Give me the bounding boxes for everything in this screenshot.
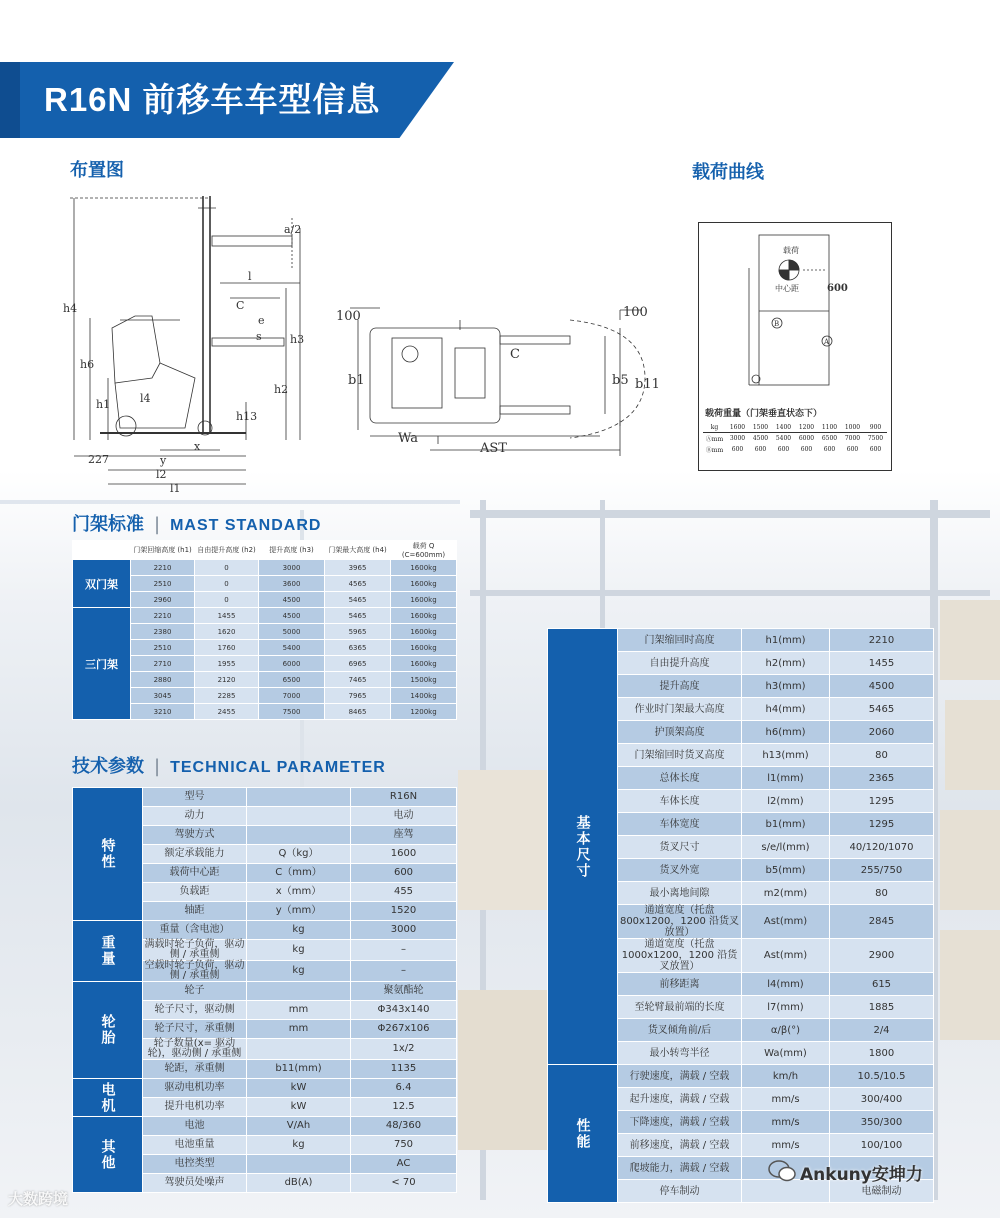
load-cell: 5400 [775,435,792,442]
watermark-right: Ankuny安坤力 [800,1165,923,1185]
right-cell: l2(mm) [742,790,830,813]
tech-group-1: 重量 [73,921,143,982]
load-row [703,423,887,433]
tech-cell: Φ267x106 [351,1020,457,1039]
load-table [703,423,887,455]
mast-header: 载荷 Q (C=600mm) [391,541,457,560]
right-cell: b5(mm) [742,859,830,882]
right-cell: Wa(mm) [742,1042,830,1065]
load-cell: Ⓑmm [705,447,724,454]
label-x: x [194,440,201,453]
tech-cell: kg [247,940,351,961]
mast-cell: 4500 [259,592,325,608]
tech-cell: 动力 [143,807,247,826]
tech-cell: 电池重量 [143,1136,247,1155]
mast-cell: 7500 [259,704,325,720]
mast-header: 自由提升高度 (h2) [195,541,259,560]
right-cell: 1800 [830,1042,934,1065]
right-cell: mm/s [742,1111,830,1134]
tech-cell: 满载时轮子负荷，驱动侧 / 承重侧 [144,939,245,960]
tech-cell: 驱动电机功率 [143,1079,247,1098]
load-cell: kg [703,423,726,433]
label-y: y [160,454,167,467]
load-row [703,433,887,445]
load-cell: 4500 [752,435,769,442]
mast-cell: 1600kg [391,560,457,576]
load-row [703,444,887,455]
mast-cell: 3965 [325,560,391,576]
mast-cell: 1500kg [391,672,457,688]
label-s: s [256,330,262,343]
mast-cell: 6500 [259,672,325,688]
right-cell: km/h [742,1065,830,1088]
tech-cell: 1520 [351,902,457,921]
right-cell: mm/s [742,1088,830,1111]
right-cell: 车体长度 [618,790,742,813]
tech-cell: V/Ah [247,1117,351,1136]
right-cell: h3(mm) [742,675,830,698]
load-cell: 6500 [821,435,838,442]
right-cell: 行驶速度，满载 / 空载 [618,1065,742,1088]
watermark-left: 大数跨境 [8,1190,69,1208]
mast-row [73,704,457,720]
tech-cell: b11(mm) [247,1060,351,1079]
tech-cell: – [351,940,457,961]
mast-cell: 1600kg [391,640,457,656]
load-cell: 1600 [726,423,749,433]
load-curve-title: 载荷曲线 [692,162,764,183]
tech-row [73,1079,457,1098]
label-h2: h2 [274,383,289,396]
right-cell: 停车制动 [618,1180,742,1203]
mast-cell: 1600kg [391,592,457,608]
right-group-1: 性能 [548,1065,618,1203]
right-cell: 350/300 [830,1111,934,1134]
mast-cell: 6365 [325,640,391,656]
load-cell: 7500 [867,435,884,442]
mast-section-title: 门架标准 | MAST STANDARD [72,514,322,535]
tech-cell: 轮子 [143,982,247,1001]
mast-cell: 2710 [131,656,195,672]
right-cell: l4(mm) [742,973,830,996]
load-box-top: 载荷 [783,246,799,255]
mast-header: 门架最大高度 (h4) [325,541,391,560]
right-cell: 4500 [830,675,934,698]
right-cell: 起升速度，满载 / 空载 [618,1088,742,1111]
mast-header: 门架回缩高度 (h1) [131,541,195,560]
right-cell: 前移距离 [618,973,742,996]
right-cell: l7(mm) [742,996,830,1019]
right-cell: 2845 [830,905,934,939]
right-cell: 自由提升高度 [618,652,742,675]
tech-group-3: 电机 [73,1079,143,1117]
tech-cell: AC [351,1155,457,1174]
mast-cell: 5465 [325,592,391,608]
mast-cell: 3210 [131,704,195,720]
right-cell: 车体宽度 [618,813,742,836]
mast-row [73,656,457,672]
load-cell: 1200 [795,423,818,433]
right-cell: 10.5/10.5 [830,1065,934,1088]
mast-title-en: MAST STANDARD [170,517,322,534]
mast-group-1: 三门架 [73,608,131,720]
right-cell: 通道宽度（托盘 1000x1200，1200 沿货叉放置） [618,939,742,973]
mast-cell: 2880 [131,672,195,688]
right-cell: 前移速度，满载 / 空载 [618,1134,742,1157]
mast-cell: 2380 [131,624,195,640]
load-cell: 600 [869,446,882,453]
mark-a: A [824,338,830,346]
right-cell: 5465 [830,698,934,721]
tech-cell: R16N [351,788,457,807]
mast-cell: 1600kg [391,576,457,592]
label-h1: h1 [96,398,111,411]
right-cell: 护顶架高度 [618,721,742,744]
tech-cell: y（mm） [247,902,351,921]
mast-cell: 5400 [259,640,325,656]
tech-cell: 座驾 [351,826,457,845]
tech-cell [247,807,351,826]
tech-title-en: TECHNICAL PARAMETER [170,759,386,776]
tech-group-2: 轮胎 [73,982,143,1079]
right-cell: 爬坡能力，满载 / 空载 [618,1157,742,1180]
right-row [548,629,934,652]
right-cell: l1(mm) [742,767,830,790]
mast-cell: 3600 [259,576,325,592]
right-cell: 615 [830,973,934,996]
tech-cell: Φ343x140 [351,1001,457,1020]
tech-cell: 电池 [143,1117,247,1136]
load-cell: Ⓐmm [705,436,724,443]
load-cell: 7000 [844,435,861,442]
tech-cell: kW [247,1098,351,1117]
load-cell: 600 [731,446,744,453]
tech-cell: x（mm） [247,883,351,902]
tech-cell: mm [247,1001,351,1020]
load-caption: 载荷重量（门架垂直状态下） [705,409,823,419]
mast-group-0: 双门架 [73,560,131,608]
right-cell: m2(mm) [742,882,830,905]
mast-cell: 7000 [259,688,325,704]
tech-cell: 轴距 [143,902,247,921]
mast-cell: 6000 [259,656,325,672]
label-wa: Wa [398,431,418,446]
right-cell: 门架缩回时高度 [618,629,742,652]
label-100-right: 100 [623,305,648,320]
load-cell: 600 [846,446,859,453]
mast-cell: 1600kg [391,624,457,640]
right-cell: h4(mm) [742,698,830,721]
load-cell: 600 [823,446,836,453]
tech-row [73,1117,457,1136]
right-cell: α/β(°) [742,1019,830,1042]
mast-cell: 3045 [131,688,195,704]
mast-row [73,688,457,704]
tech-cell: – [351,961,457,982]
page-title: R16N 前移车车型信息 [44,81,381,118]
mast-cell: 1400kg [391,688,457,704]
load-curve-box [698,222,892,471]
right-cell: 2210 [830,629,934,652]
mast-cell: 7965 [325,688,391,704]
tech-cell: 48/360 [351,1117,457,1136]
tech-cell [247,826,351,845]
right-cell: b1(mm) [742,813,830,836]
mast-cell: 0 [195,576,259,592]
tech-cell [247,982,351,1001]
tech-cell: 电控类型 [143,1155,247,1174]
tech-title-zh: 技术参数 [72,756,144,777]
load-cell: 1400 [772,423,795,433]
right-cell: 门架缩回时货叉高度 [618,744,742,767]
mast-cell: 2510 [131,576,195,592]
mast-table [72,540,457,720]
mast-cell: 2510 [131,640,195,656]
tech-section-title: 技术参数 | TECHNICAL PARAMETER [72,756,386,777]
right-cell: 总体长度 [618,767,742,790]
right-group-0: 基本尺寸 [548,629,618,1065]
right-cell: h2(mm) [742,652,830,675]
mast-cell: 5000 [259,624,325,640]
mark-b: B [774,320,780,328]
label-l: l [248,270,252,283]
tech-table [72,787,457,1193]
tech-cell [247,788,351,807]
tech-cell: < 70 [351,1174,457,1193]
mast-cell: 2960 [131,592,195,608]
label-b1: b1 [348,373,365,388]
right-cell: 提升高度 [618,675,742,698]
tech-cell: 3000 [351,921,457,940]
mast-row [73,640,457,656]
tech-cell [247,1155,351,1174]
load-cell: 600 [800,446,813,453]
mast-row [73,592,457,608]
tech-cell: dB(A) [247,1174,351,1193]
right-cell: 2365 [830,767,934,790]
right-cell: 2060 [830,721,934,744]
mast-cell: 2455 [195,704,259,720]
tech-cell: 聚氨酯轮 [351,982,457,1001]
tech-cell: 455 [351,883,457,902]
tech-cell: 600 [351,864,457,883]
load-cell: 3000 [729,435,746,442]
tech-cell: 轮距，承重侧 [143,1060,247,1079]
label-e: e [258,314,265,327]
load-cell: 1000 [841,423,864,433]
right-cell: 80 [830,744,934,767]
tech-cell: 轮子尺寸，承重侧 [143,1020,247,1039]
label-227: 227 [88,453,109,466]
mast-cell: 4565 [325,576,391,592]
tech-cell: kg [247,921,351,940]
tech-cell: kW [247,1079,351,1098]
mast-title-zh: 门架标准 [72,514,144,535]
right-cell: h13(mm) [742,744,830,767]
spec-table [547,628,934,1203]
load-cell: 600 [754,446,767,453]
right-cell: 1295 [830,790,934,813]
mast-cell: 0 [195,592,259,608]
label-c: C [236,299,245,312]
right-cell: 80 [830,882,934,905]
tech-cell: 驾驶员处噪声 [143,1174,247,1193]
tech-cell: 6.4 [351,1079,457,1098]
right-cell: Ast(mm) [742,905,830,939]
right-cell: 1455 [830,652,934,675]
label-h3: h3 [290,333,305,346]
tech-row [73,982,457,1001]
right-cell: h1(mm) [742,629,830,652]
right-cell: 作业时门架最大高度 [618,698,742,721]
mast-cell: 1600kg [391,656,457,672]
mast-cell: 4500 [259,608,325,624]
mast-cell: 7465 [325,672,391,688]
mast-row [73,560,457,576]
mast-cell: 2285 [195,688,259,704]
tech-cell [247,1039,351,1060]
mast-cell: 1200kg [391,704,457,720]
mast-cell: 1455 [195,608,259,624]
load-cell: 900 [864,423,887,433]
wechat-icon [768,1158,796,1184]
mast-row [73,608,457,624]
right-row [548,1065,934,1088]
tech-cell: 载荷中心距 [143,864,247,883]
load-cell: 600 [777,446,790,453]
mast-row [73,576,457,592]
tech-cell: 电动 [351,807,457,826]
tech-cell: 负载距 [143,883,247,902]
right-cell: Ast(mm) [742,939,830,973]
load-center-value: 600 [827,283,848,294]
label-l4: l4 [140,392,151,405]
mast-cell: 8465 [325,704,391,720]
tech-cell: 驾驶方式 [143,826,247,845]
label-l2: l2 [156,468,167,481]
mast-cell: 0 [195,560,259,576]
right-cell: 货叉尺寸 [618,836,742,859]
load-cell: 6000 [798,435,815,442]
load-box-center: 中心距 [775,284,799,293]
tech-cell: 1x/2 [351,1039,457,1060]
mast-row [73,672,457,688]
tech-cell: 轮子数量(x= 驱动轮)，驱动侧 / 承重侧 [143,1039,247,1060]
mast-cell: 3000 [259,560,325,576]
right-cell: 下降速度，满载 / 空载 [618,1111,742,1134]
right-cell: 至轮臂最前端的长度 [618,996,742,1019]
tech-cell: 空载时轮子负荷，驱动侧 / 承重侧 [144,960,245,981]
label-ast: AST [480,441,507,456]
tech-row [73,788,457,807]
mast-row [73,624,457,640]
mast-cell: 2210 [131,608,195,624]
tech-cell: 重量（含电池） [143,921,247,940]
mast-cell: 6965 [325,656,391,672]
label-a2: a/2 [284,223,302,236]
tech-group-0: 特性 [73,788,143,921]
mast-cell: 5465 [325,608,391,624]
right-cell: 货叉外宽 [618,859,742,882]
label-100-left: 100 [336,309,361,324]
tech-cell: C（mm） [247,864,351,883]
tech-cell: 型号 [143,788,247,807]
right-cell: h6(mm) [742,721,830,744]
right-cell: 2/4 [830,1019,934,1042]
tech-cell: 750 [351,1136,457,1155]
layout-title: 布置图 [70,160,124,181]
right-cell: 2900 [830,939,934,973]
tech-cell: 轮子尺寸，驱动侧 [143,1001,247,1020]
tech-cell: 12.5 [351,1098,457,1117]
mast-cell: 1955 [195,656,259,672]
right-cell: 40/120/1070 [830,836,934,859]
label-l1: l1 [170,482,181,495]
load-cell: 1500 [749,423,772,433]
right-cell: 最小离地间隙 [618,882,742,905]
tech-cell: 提升电机功率 [143,1098,247,1117]
right-cell: 最小转弯半径 [618,1042,742,1065]
right-cell: 1885 [830,996,934,1019]
right-cell: mm/s [742,1134,830,1157]
right-cell: s/e/l(mm) [742,836,830,859]
label-c2: C [510,347,520,362]
label-h4: h4 [63,302,78,315]
mast-cell: 2210 [131,560,195,576]
tech-cell: 1600 [351,845,457,864]
mast-cell: 1600kg [391,608,457,624]
tech-cell: 额定承载能力 [143,845,247,864]
label-h6: h6 [80,358,95,371]
right-cell: 货叉倾角前/后 [618,1019,742,1042]
load-cell: 1100 [818,423,841,433]
tech-row [73,921,457,940]
mast-cell: 5965 [325,624,391,640]
right-cell: 电磁制动 [830,1180,934,1203]
tech-cell: Q（kg） [247,845,351,864]
mast-cell: 1760 [195,640,259,656]
mast-cell: 1620 [195,624,259,640]
right-cell: 300/400 [830,1088,934,1111]
right-cell: 100/100 [830,1134,934,1157]
mast-header: 提升高度 (h3) [259,541,325,560]
label-b5: b5 [612,373,629,388]
right-cell: 1295 [830,813,934,836]
right-cell: 通道宽度（托盘 800x1200，1200 沿货叉放置） [618,905,742,939]
layout-drawing [60,188,680,498]
mast-head-blank [73,541,131,560]
tech-cell: kg [247,1136,351,1155]
tech-cell: kg [247,961,351,982]
right-cell: 255/750 [830,859,934,882]
label-b11: b11 [635,377,660,392]
label-h13: h13 [236,410,258,423]
tech-cell: 1135 [351,1060,457,1079]
mast-cell: 2120 [195,672,259,688]
tech-cell: mm [247,1020,351,1039]
tech-group-4: 其他 [73,1117,143,1193]
